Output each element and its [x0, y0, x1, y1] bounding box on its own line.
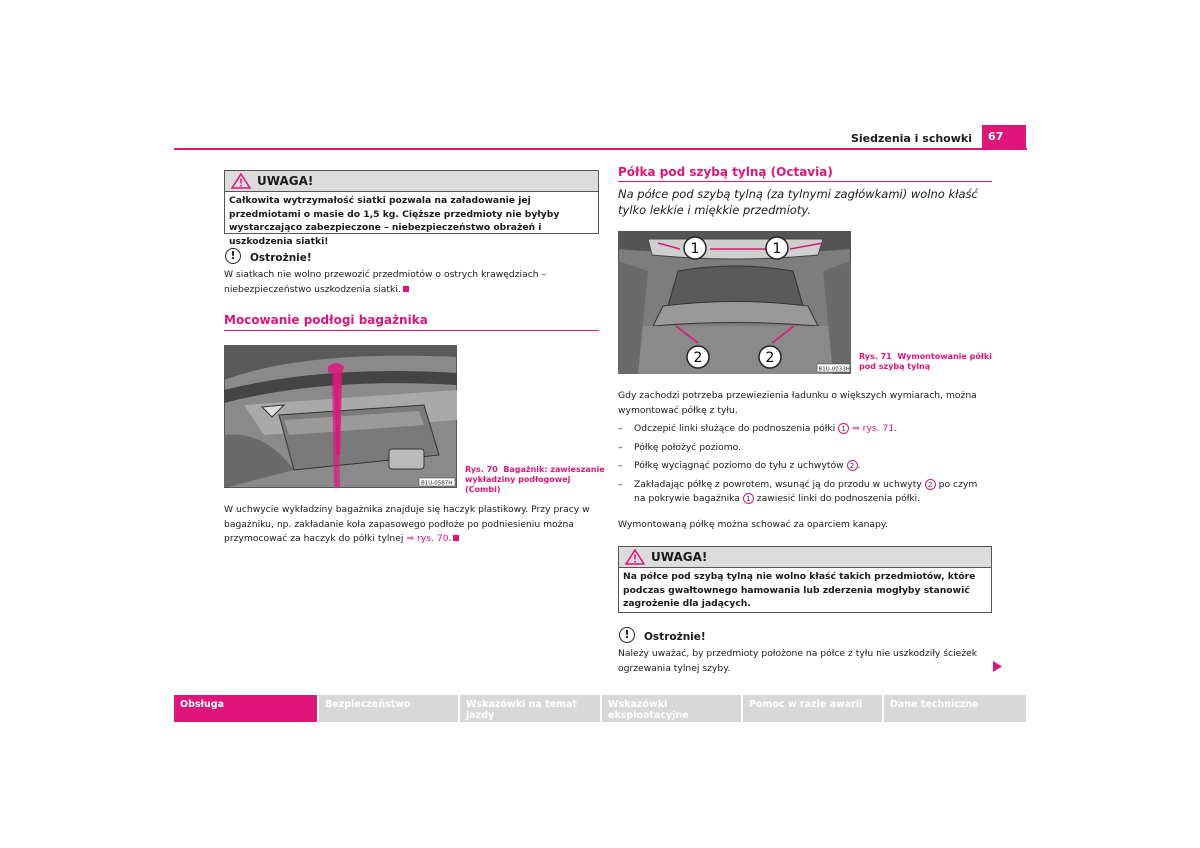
next-page-arrow-icon[interactable]: [993, 661, 1002, 672]
end-marker-icon: [453, 535, 459, 541]
list-dash: –: [618, 423, 623, 434]
figure-number: Rys. 71: [859, 352, 892, 361]
tab-obsluga[interactable]: Obsługa: [174, 695, 317, 722]
warning-header: [619, 547, 991, 568]
rear-shelf-figure: [618, 231, 851, 374]
caution-text: [224, 268, 599, 297]
caution-icon: !: [225, 248, 241, 264]
header-rule: [174, 148, 1027, 150]
tab-bezpieczenstwo[interactable]: Bezpieczeństwo: [319, 695, 458, 722]
step-text: po czym na pokrywie bagażnika: [634, 478, 978, 504]
section-title-floor: Mocowanie podłogi bagażnika: [224, 313, 428, 327]
warning-triangle-icon: [625, 549, 645, 565]
list-dash: –: [618, 460, 623, 471]
caution-title: Ostrożnie!: [644, 631, 706, 643]
step-list: [618, 422, 990, 507]
warning-text: Całkowita wytrzymałość siatki pozwala na załadowanie jej przedmiotami o masie do 1,5 kg. Cięższe przedmioty nie byłyby wystarczająco zabezpieczone – niebezpieczeństwo obrażeń i uszkodzenia siatki!: [229, 195, 560, 247]
list-item: [618, 478, 990, 507]
callout-label: 2: [765, 350, 775, 366]
callout-label: 1: [690, 241, 700, 257]
page-number: 67: [982, 125, 1026, 148]
list-dash: –: [618, 441, 623, 453]
warning-box: [618, 546, 992, 613]
tab-dane-techniczne[interactable]: Dane techniczne: [884, 695, 1026, 722]
figure-caption: [859, 352, 994, 372]
tab-wskazowki-jazdy[interactable]: Wskazówki na temat jazdy: [460, 695, 600, 722]
list-dash: –: [618, 478, 623, 490]
end-marker-icon: [403, 286, 409, 292]
running-header-title: Siedzenia i schowki: [850, 132, 972, 145]
step-text: Zakładając półkę z powrotem, wsunąć ją do przodu w uchwyty: [634, 478, 922, 490]
caution-title: Ostrożnie!: [250, 252, 312, 264]
body-paragraph: W uchwycie wykładziny bagażnika znajduje się haczyk plastikowy. Przy pracy w bagażniku, np. zakładanie koła zapasowego podłoże po podniesieniu można przymocować za haczyk do półki tylnej ⇒ rys. 70.: [224, 504, 590, 544]
callout-ref-icon: 2: [925, 479, 936, 490]
figure-code: B1U-0033H: [818, 366, 850, 373]
list-item: [618, 441, 990, 456]
warning-title: UWAGA!: [651, 550, 708, 564]
body-paragraph: Wymontowaną półkę można schować za oparciem kanapy.: [618, 519, 888, 530]
warning-header: [225, 171, 598, 192]
body-paragraph: Gdy zachodzi potrzeba przewiezienia ładunku o większych wymiarach, można wymontować półkę z tyłu.: [618, 390, 977, 416]
callout-1-right: [766, 237, 788, 259]
tab-pomoc[interactable]: Pomoc w razie awarii: [743, 695, 882, 722]
step-text: zawiesić linki do podnoszenia półki.: [756, 493, 921, 504]
callout-2-left: [687, 346, 709, 368]
paragraph-text: W uchwycie wykładziny bagażnika znajduje się haczyk plastikowy. Przy pracy w bagażniku, np. zakładanie koła zapasowego podłoże po podniesieniu można przymocować za haczyk do półki tylnej: [224, 504, 590, 544]
warning-title: UWAGA!: [257, 174, 314, 188]
section-rule: [618, 181, 992, 182]
callout-ref-icon: 1: [838, 423, 849, 434]
figure-caption-text: Wymontowanie półki pod szybą tylną: [859, 352, 992, 371]
callout-label: 2: [693, 350, 703, 366]
caution-text-body: W siatkach nie wolno przewozić przedmiotów o ostrych krawędziach – niebezpieczeństwo uszkodzenia siatki.: [224, 269, 547, 295]
warning-text: Na półce pod szybą tylną nie wolno kłaść takich przedmiotów, które podczas gwałtownego hamowania lub zderzenia mogłyby stanowić zagrożenie dla jadących.: [623, 571, 976, 609]
figure-link[interactable]: ⇒ rys. 70: [406, 533, 449, 544]
figure-number: Rys. 70: [465, 465, 498, 474]
intro-text: Na półce pod szybą tylną (za tylnymi zagłówkami) wolno kłaść tylko lekkie i miękkie przedmioty.: [618, 187, 978, 217]
step-text: Półkę wyciągnąć poziomo do tyłu z uchwytów: [634, 460, 844, 471]
step-punct: .: [894, 423, 898, 434]
step-text: Odczepić linki służące do podnoszenia półki: [634, 423, 836, 434]
list-item: [618, 459, 990, 474]
step-punct: .: [857, 460, 861, 471]
step-text: Półkę położyć poziomo.: [634, 441, 742, 453]
figure-link[interactable]: ⇒ rys. 71: [852, 423, 895, 434]
figure-code: B1U-0587H: [421, 480, 453, 487]
figure-caption: [465, 465, 605, 495]
caution-icon: !: [619, 627, 635, 643]
callout-ref-icon: 1: [743, 493, 754, 504]
callout-1-left: [684, 237, 706, 259]
warning-triangle-icon: [231, 173, 251, 189]
figure-caption-text: Bagażnik: zawieszanie wykładziny podłogowej (Combi): [465, 465, 605, 494]
tab-wskazowki-eksploatacyjne[interactable]: Wskazówki eksploatacyjne: [602, 695, 741, 722]
caution-text: Należy uważać, by przedmioty położone na półce z tyłu nie uszkodziły ścieżek ogrzewania tylnej szyby.: [618, 648, 978, 674]
list-item: [618, 422, 990, 437]
callout-2-right: [759, 346, 781, 368]
callout-label: 1: [772, 241, 782, 257]
section-title-shelf: Półka pod szybą tylną (Octavia): [618, 165, 833, 179]
warning-box: [224, 170, 599, 247]
section-rule: [224, 330, 599, 331]
trunk-floor-figure: [224, 345, 457, 488]
callout-ref-icon: 2: [847, 460, 858, 471]
